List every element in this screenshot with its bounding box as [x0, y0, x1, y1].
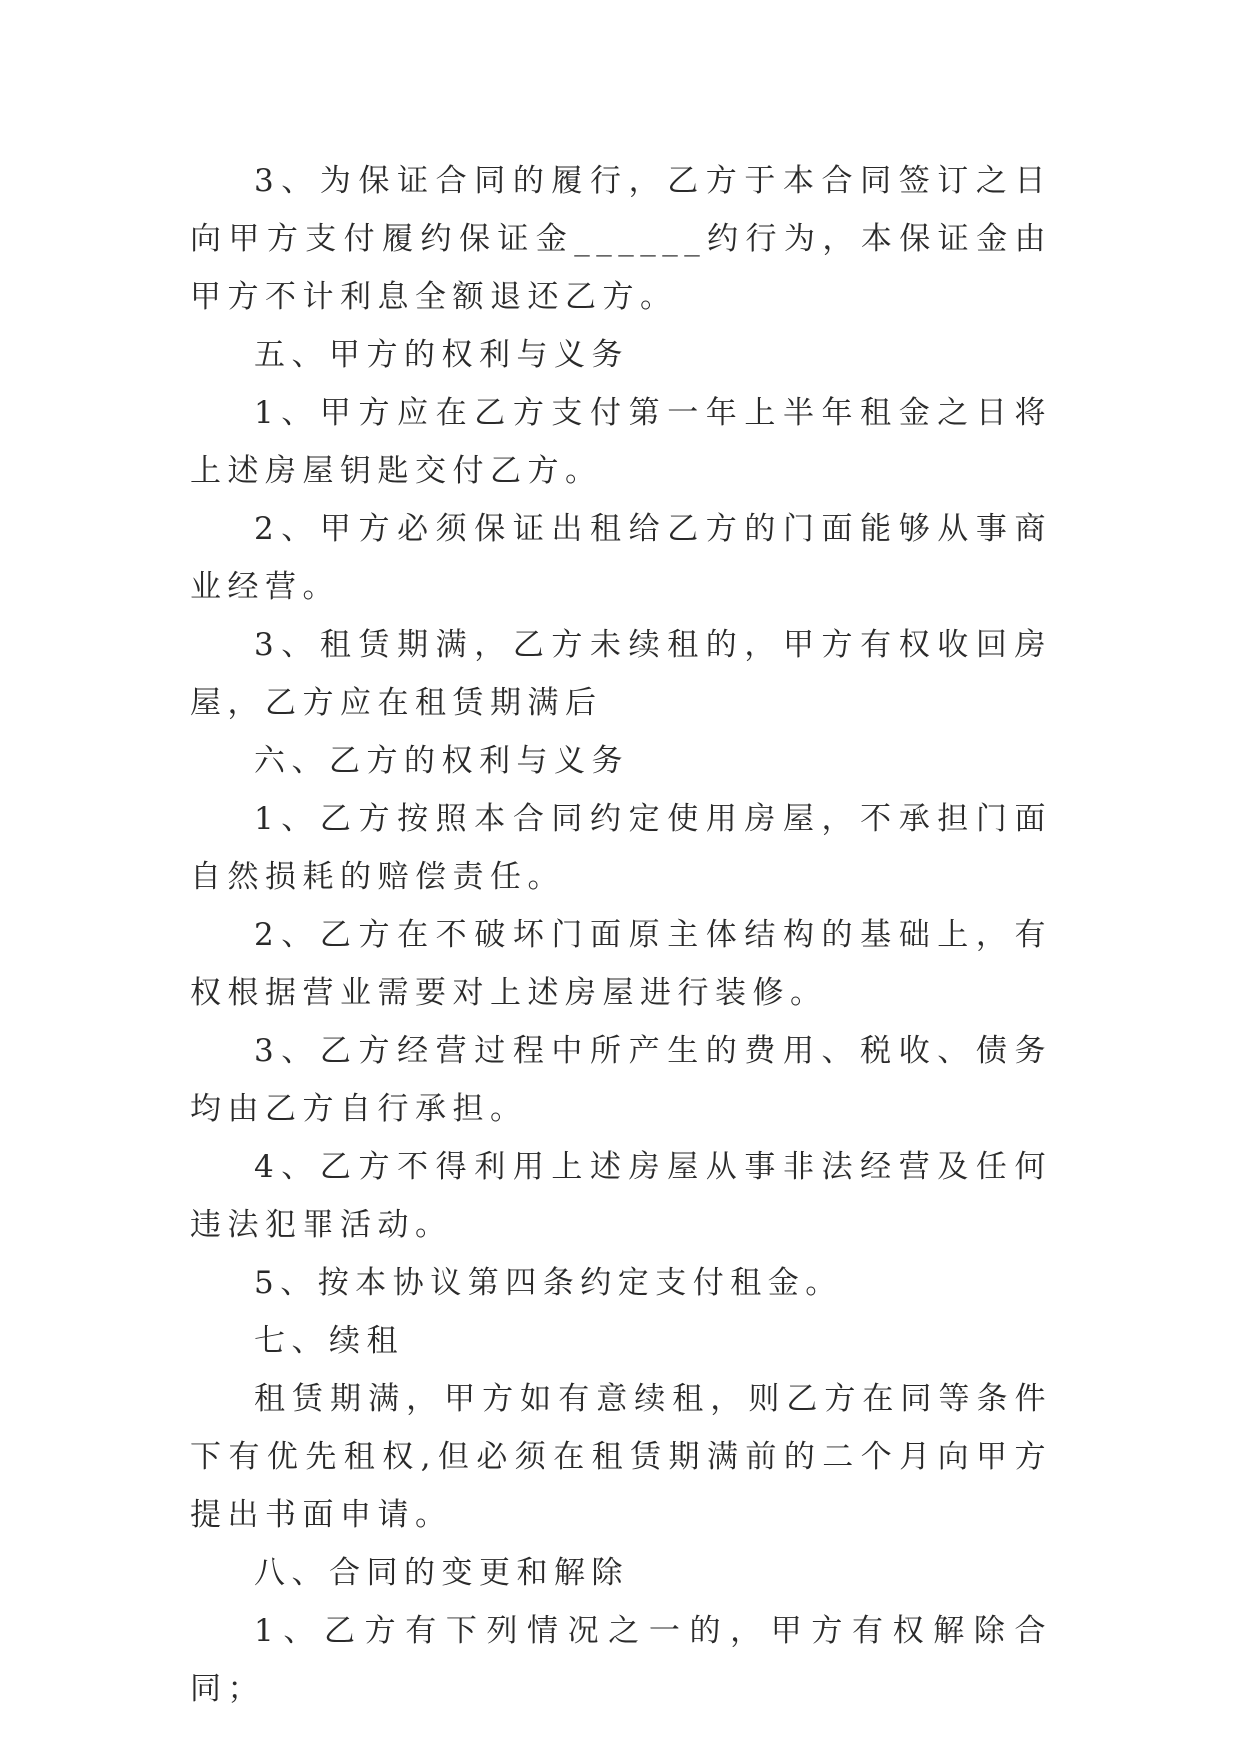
paragraph-b-4: 4、乙方不得利用上述房屋从事非法经营及任何违法犯罪活动。	[190, 1149, 1052, 1243]
paragraph-deposit: 3、为保证合同的履行，乙方于本合同签订之日向甲方支付履约保证金______约行为，本保证金由甲方不计利息全额退还乙方。	[190, 163, 1052, 315]
paragraph-a-1: 1、甲方应在乙方支付第一年上半年租金之日将上述房屋钥匙交付乙方。	[190, 395, 1052, 489]
section-heading-party-a-rights: 五、甲方的权利与义务	[254, 337, 629, 373]
paragraph-a-3: 3、租赁期满，乙方未续租的，甲方有权收回房屋，乙方应在租赁期满后	[190, 627, 1052, 721]
paragraph-renewal: 租赁期满，甲方如有意续租，则乙方在同等条件下有优先租权,但必须在租赁期满前的二个月向甲方提出书面申请。	[190, 1381, 1052, 1533]
section-heading-party-b-rights: 六、乙方的权利与义务	[254, 743, 629, 779]
paragraph-b-2: 2、乙方在不破坏门面原主体结构的基础上，有权根据营业需要对上述房屋进行装修。	[190, 917, 1052, 1011]
paragraph-b-3: 3、乙方经营过程中所产生的费用、税收、债务均由乙方自行承担。	[190, 1033, 1052, 1127]
document-page	[190, 152, 1052, 1718]
paragraph-b-1: 1、乙方按照本合同约定使用房屋，不承担门面自然损耗的赔偿责任。	[190, 801, 1052, 895]
section-heading-renewal: 七、续租	[254, 1323, 404, 1359]
paragraph-a-2: 2、甲方必须保证出租给乙方的门面能够从事商业经营。	[190, 511, 1052, 605]
paragraph-termination-1: 1、乙方有下列情况之一的，甲方有权解除合同；	[190, 1613, 1052, 1707]
paragraph-b-5: 5、按本协议第四条约定支付租金。	[254, 1265, 843, 1301]
section-heading-change-termination: 八、合同的变更和解除	[254, 1555, 629, 1591]
